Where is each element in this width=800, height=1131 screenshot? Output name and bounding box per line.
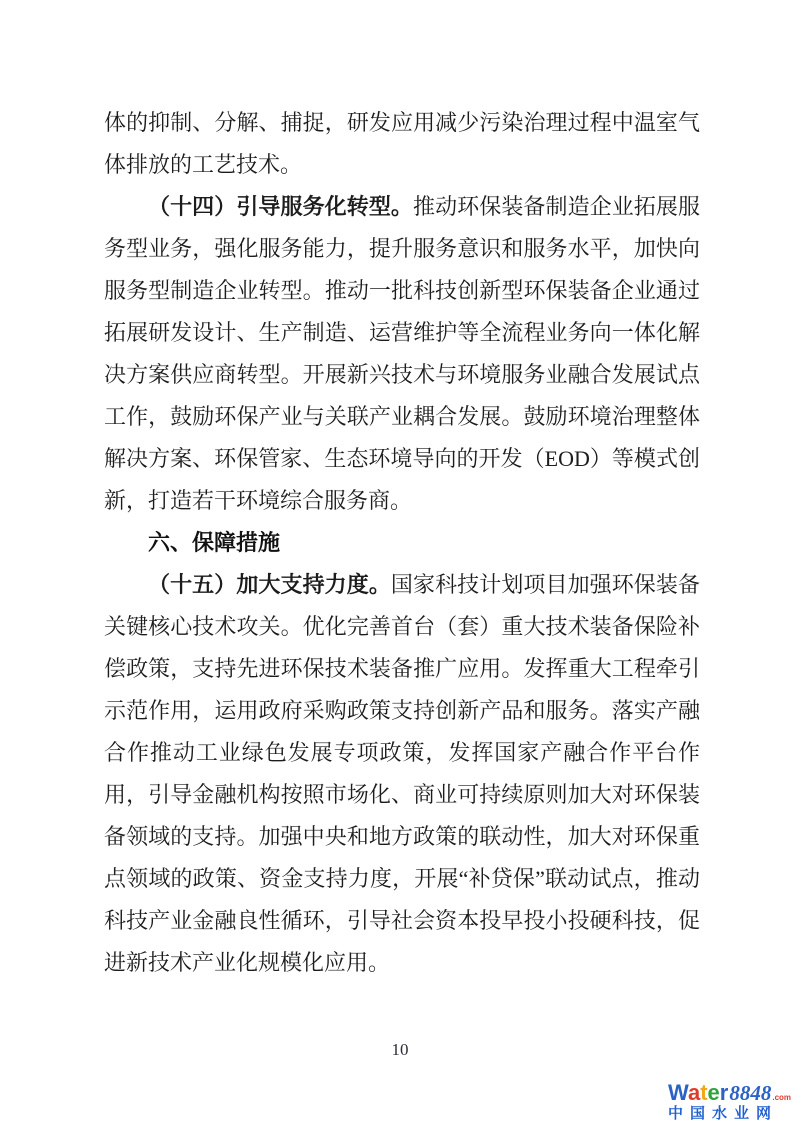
paragraph-clause-14 — [104, 186, 700, 522]
paragraph-clause-15 — [104, 564, 700, 984]
paragraph-continuation: 体的抑制、分解、捕捉，研发应用减少污染治理过程中温室气体排放的工艺技术。 — [104, 110, 700, 177]
logo-wordmark — [668, 1082, 798, 1104]
clause-14-text: 推动环保装备制造企业拓展服务型业务，强化服务能力，提升服务意识和服务水平，加快向服务型制造企业转型。推动一批科技创新型环保装备企业通过拓展研发设计、生产制造、运营维护等全流程业务向一体化解决方案供应商转型。开展新兴技术与环境服务业融合发展试点工作，鼓励环保产业与关联产业耦合发展。鼓励环境治理整体解决方案、环保管家、生态环境导向的开发（EOD）等模式创新，打造若干环境综合服务商。 — [104, 194, 700, 513]
logo-com: .com — [772, 1093, 792, 1102]
water8848-logo[interactable] — [668, 1082, 798, 1121]
logo-letter: e — [707, 1080, 720, 1105]
logo-subtitle: 中国水业网 — [668, 1105, 779, 1122]
clause-15-text: 国家科技计划项目加强环保装备关键核心技术攻关。优化完善首台（套）重大技术装备保险补偿政策，支持先进环保技术装备推广应用。发挥重大工程牵引示范作用，运用政府采购政策支持创新产品和服务。落实产融合作推动工业绿色发展专项政策，发挥国家产融合作平台作用，引导金融机构按照市场化、商业可持续原则加大对环保装备领域的支持。加强中央和地方政策的联动性，加大对环保重点领域的政策、资金支持力度，开展“补贷保”联动试点，推动科技产业金融良性循环，引导社会资本投早投小投硬科技，促进新技术产业化规模化应用。 — [104, 572, 700, 975]
logo-letter: t — [700, 1080, 708, 1105]
logo-letter: W — [668, 1080, 688, 1105]
page-number: 10 — [391, 1040, 409, 1059]
logo-letter: a — [687, 1080, 701, 1105]
document-body — [104, 102, 700, 984]
clause-14-heading: （十四）引导服务化转型。 — [148, 194, 413, 219]
section-heading-6: 六、保障措施 — [148, 530, 281, 555]
clause-15-heading: （十五）加大支持力度。 — [148, 572, 391, 597]
logo-8848: 8848 — [729, 1081, 772, 1105]
logo-water-letters — [668, 1082, 728, 1104]
logo-letter: r — [719, 1080, 729, 1105]
